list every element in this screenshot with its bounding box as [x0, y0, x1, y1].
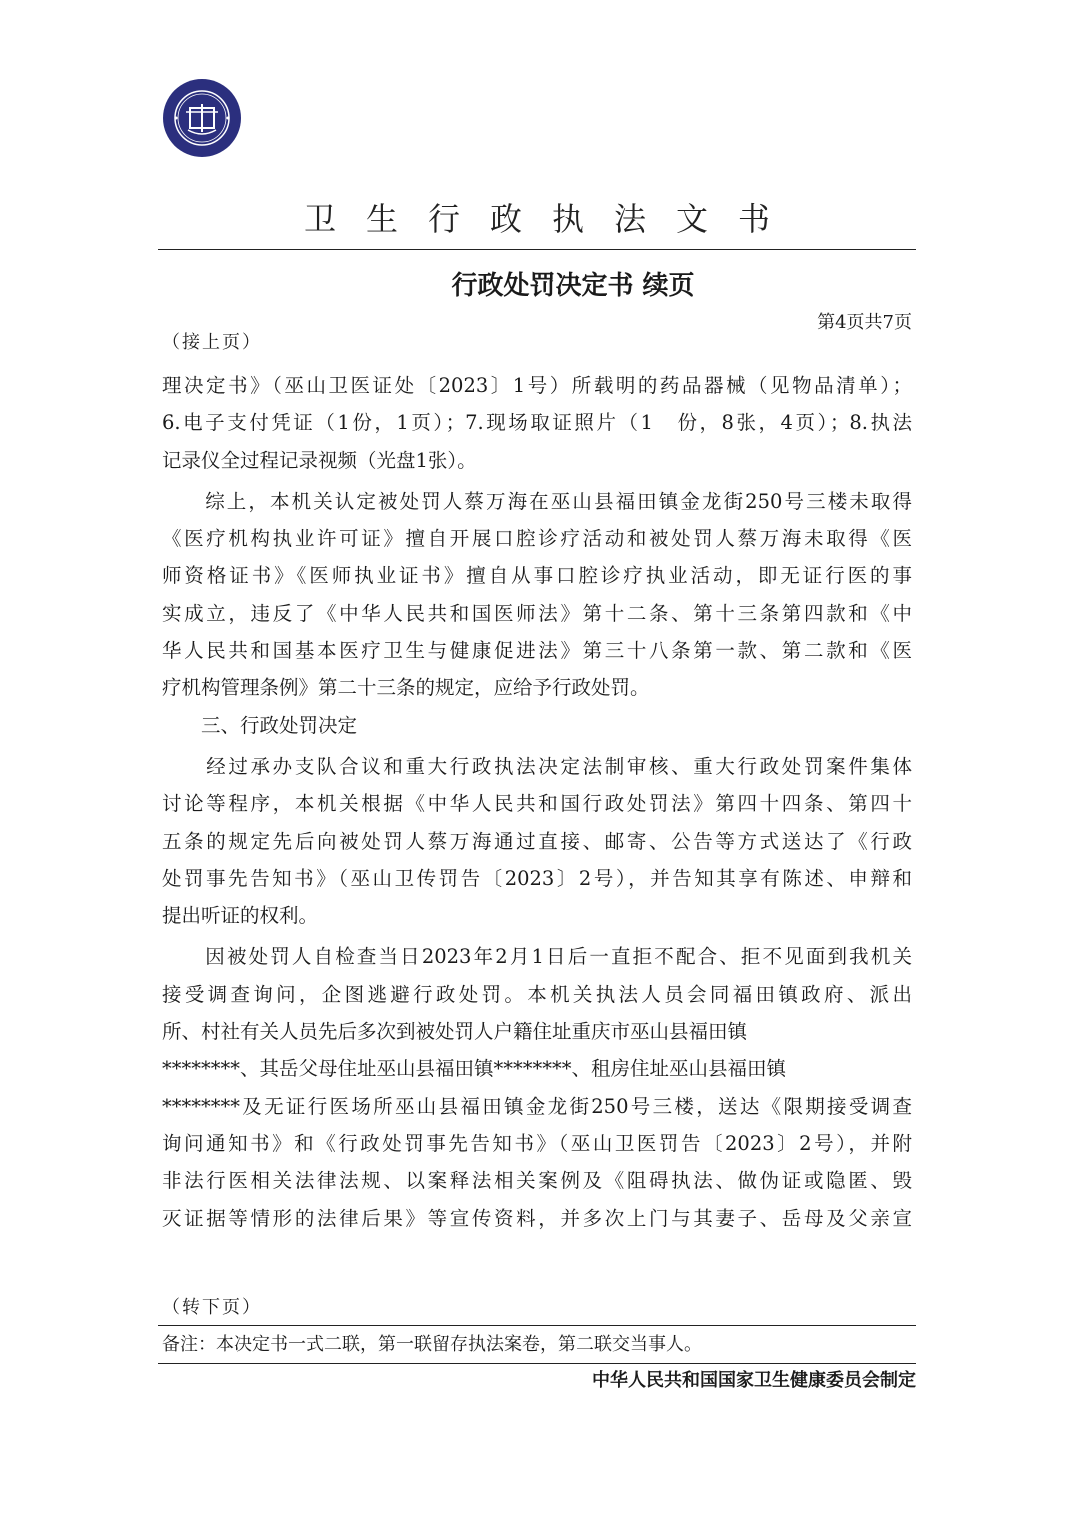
issuer-label: 中华人民共和国国家卫生健康委员会制定 — [592, 1370, 916, 1391]
body-text — [162, 367, 912, 1237]
body-line: 讨论等程序，本机关根据《中华人民共和国行政处罚法》第四十四条、第四十 — [162, 792, 912, 816]
body-line: 疗机构管理条例》第二十三条的规定，应给予行政处罚。 — [162, 676, 650, 700]
body-line: 师资格证书》《医师执业证书》擅自从事口腔诊疗执业活动，即无证行医的事 — [162, 564, 912, 588]
body-line: 经过承办支队合议和重大行政执法决定法制审核、重大行政处罚案件集体 — [162, 754, 912, 778]
body-line: 处罚事先告知书》（巫山卫传罚告〔2023〕2号），并告知其享有陈述、申辩和 — [162, 866, 912, 890]
body-line: ********、其岳父母住址巫山县福田镇********、租房住址巫山县福田镇 — [162, 1057, 787, 1081]
body-line: 非法行医相关法律法规、以案释法相关案例及《阻碍执法、做伪证或隐匿、毁 — [162, 1169, 912, 1193]
body-line: 综上，本机关认定被处罚人蔡万海在巫山县福田镇金龙街250号三楼未取得 — [162, 489, 912, 513]
body-line: 实成立，违反了《中华人民共和国医师法》第十二条、第十三条第四款和《中 — [162, 601, 912, 625]
body-line: 灭证据等情形的法律后果》等宣传资料，并多次上门与其妻子、岳母及父亲宣 — [162, 1206, 912, 1230]
page-number: 第4页共7页 — [817, 312, 912, 333]
continued-to-label: （转下页） — [162, 1297, 262, 1318]
body-line: 五条的规定先后向被处罚人蔡万海通过直接、邮寄、公告等方式送达了《行政 — [162, 829, 912, 853]
header-divider — [158, 249, 916, 250]
body-line: 理决定书》（巫山卫医证处〔2023〕1号）所载明的药品器械（见物品清单）； — [162, 374, 912, 397]
body-line: 《医疗机构执业许可证》擅自开展口腔诊疗活动和被处罚人蔡万海未取得《医 — [162, 527, 912, 551]
document-title: 行政处罚决定书 续页 — [451, 271, 695, 301]
body-line: 接受调查询问，企图逃避行政处罚。本机关执法人员会同福田镇政府、派出 — [162, 982, 912, 1006]
health-inspection-emblem — [162, 78, 242, 158]
body-line: 因被处罚人自检查当日2023年2月1日后一直拒不配合、拒不见面到我机关 — [162, 945, 912, 969]
body-line: 华人民共和国基本医疗卫生与健康促进法》第三十八条第一款、第二款和《医 — [162, 639, 912, 663]
body-line: 6.电子支付凭证（1份，1页）；7.现场取证照片（1 份，8张，4页）；8.执法 — [162, 411, 912, 435]
body-line: ********及无证行医场所巫山县福田镇金龙街250号三楼，送达《限期接受调查 — [162, 1094, 912, 1118]
section-heading: 三、行政处罚决定 — [162, 713, 358, 737]
continued-from-label: （接上页） — [162, 332, 262, 353]
body-line: 提出听证的权利。 — [162, 904, 319, 928]
footer-divider — [158, 1325, 916, 1326]
footer-divider-bottom — [158, 1363, 916, 1364]
footer-note: 备注：本决定书一式二联，第一联留存执法案卷，第二联交当事人。 — [162, 1334, 702, 1355]
body-line: 所、村社有关人员先后多次到被处罚人户籍住址重庆市巫山县福田镇 — [162, 1020, 748, 1044]
body-line: 询问通知书》和《行政处罚事先告知书》（巫山卫医罚告〔2023〕2号），并附 — [162, 1131, 912, 1155]
document-type-heading: 卫生行政执法文书 — [303, 200, 800, 238]
body-line: 记录仪全过程记录视频（光盘1张）。 — [162, 448, 477, 472]
